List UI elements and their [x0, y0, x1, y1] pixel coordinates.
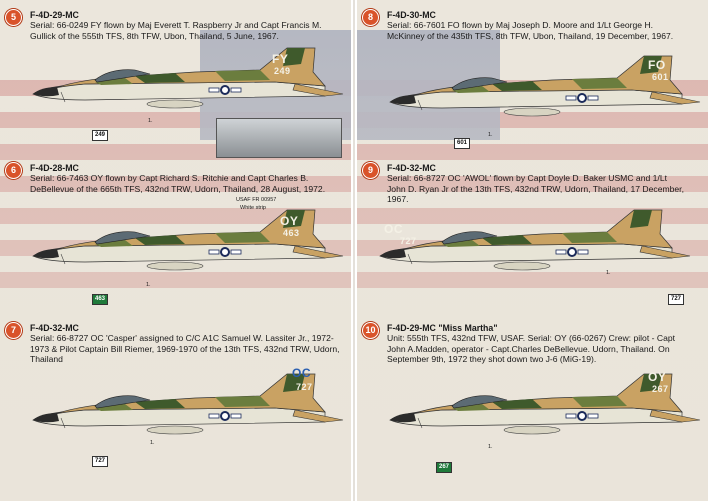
callout-label: 1.: [488, 132, 493, 138]
jet-illustration: [25, 368, 345, 448]
profile-description: Serial: 66-0249 FY flown by Maj Everett T. Raspberry Jr and Capt Francis M. Gullick of the 555th TFS, 8th TFW, Ubon, Thailand, 5 June, 1967.: [30, 20, 322, 41]
profile-description: Serial: 66-7601 FO flown by Maj Joseph D. Moore and 1/Lt George H. McKinney of the 435th TFS, 8th TFW, Ubon, Thailand, 19 December, 1967.: [387, 20, 674, 41]
profile-title: F-4D-28-MC: [30, 163, 79, 173]
serial-chip: 727: [668, 294, 684, 305]
tail-code: OY: [648, 370, 667, 384]
tail-code: FY: [272, 52, 289, 66]
profile-number-badge: 5: [6, 10, 21, 25]
tail-code: OC: [292, 366, 311, 380]
tail-serial: 267: [652, 384, 669, 394]
profile-title: F-4D-29-MC "Miss Martha": [387, 323, 498, 333]
aircraft-profile: [372, 204, 692, 289]
profile-caption: [30, 10, 340, 41]
profile-title: F-4D-32-MC: [30, 323, 79, 333]
aircraft-profile: [25, 42, 345, 127]
profile-number-badge: 7: [6, 323, 21, 338]
callout-label: 1.: [150, 440, 155, 446]
profile-caption: [387, 10, 687, 41]
profile-caption: [387, 163, 687, 205]
tail-serial: 727: [296, 382, 313, 392]
profile-number-badge: 8: [363, 10, 378, 25]
profile-title: F-4D-32-MC: [387, 163, 436, 173]
profile-number-badge: 9: [363, 163, 378, 178]
profile-description: Unit: 555th TFS, 432nd TFW, USAF. Serial: OY (66-0267) Crew: pilot - Capt John A.Madden, operator - Capt.Charles DeBellevue. Udorn, Thailand. On September 9th, 1972 they shot down two J-6 (MiG-19).: [387, 333, 676, 365]
profile-caption: [30, 163, 340, 194]
marking-note: USAF FR 00957: [236, 197, 277, 203]
jet-illustration: [372, 204, 692, 284]
tail-code: OY: [280, 214, 299, 228]
profile-title: F-4D-30-MC: [387, 10, 436, 20]
tail-code: FO: [648, 58, 666, 72]
tail-code: OC: [384, 222, 403, 236]
profile-number-badge: 10: [363, 323, 378, 338]
marking-note: White strip: [240, 205, 266, 211]
serial-chip: 267: [436, 462, 452, 473]
reference-photo: [216, 118, 342, 158]
profile-description: Serial: 66-7463 OY flown by Capt Richard S. Ritchie and Capt Charles B. DeBellevue of the 665th TFS, 432nd TRW, Udorn, Thailand, 28 August, 1972.: [30, 173, 326, 194]
serial-chip: 249: [92, 130, 108, 141]
tail-serial: 601: [652, 72, 669, 82]
profile-description: Serial: 66-8727 OC 'AWOL' flown by Capt Doyle D. Baker USMC and 1/Lt John D. Ryan Jr of the 13th TFS, 432nd TRW, Udorn, Thailand, 17 December, 1967.: [387, 173, 684, 205]
callout-label: 1.: [148, 118, 153, 124]
tail-serial: 727: [400, 236, 417, 246]
profile-description: Serial: 66-8727 OC 'Casper' assigned to C/C A1C Samuel W. Lassiter Jr., 1972-1973 & Pilot Captain Bill Riemer, 1969-1970 of the 13th TFS, 432nd TRW, Udorn, Thailand: [30, 333, 340, 365]
tail-serial: 463: [283, 228, 300, 238]
serial-chip: 727: [92, 456, 108, 467]
profile-title: F-4D-29-MC: [30, 10, 79, 20]
profile-caption: [387, 323, 687, 365]
callout-label: 1.: [488, 444, 493, 450]
serial-chip: 463: [92, 294, 108, 305]
callout-label: 1.: [146, 282, 151, 288]
jet-illustration: [25, 42, 345, 122]
callout-label: 1.: [606, 270, 611, 276]
profile-number-badge: 6: [6, 163, 21, 178]
aircraft-profile: [25, 368, 345, 453]
serial-chip: 601: [454, 138, 470, 149]
tail-serial: 249: [274, 66, 291, 76]
profile-caption: [30, 323, 340, 365]
